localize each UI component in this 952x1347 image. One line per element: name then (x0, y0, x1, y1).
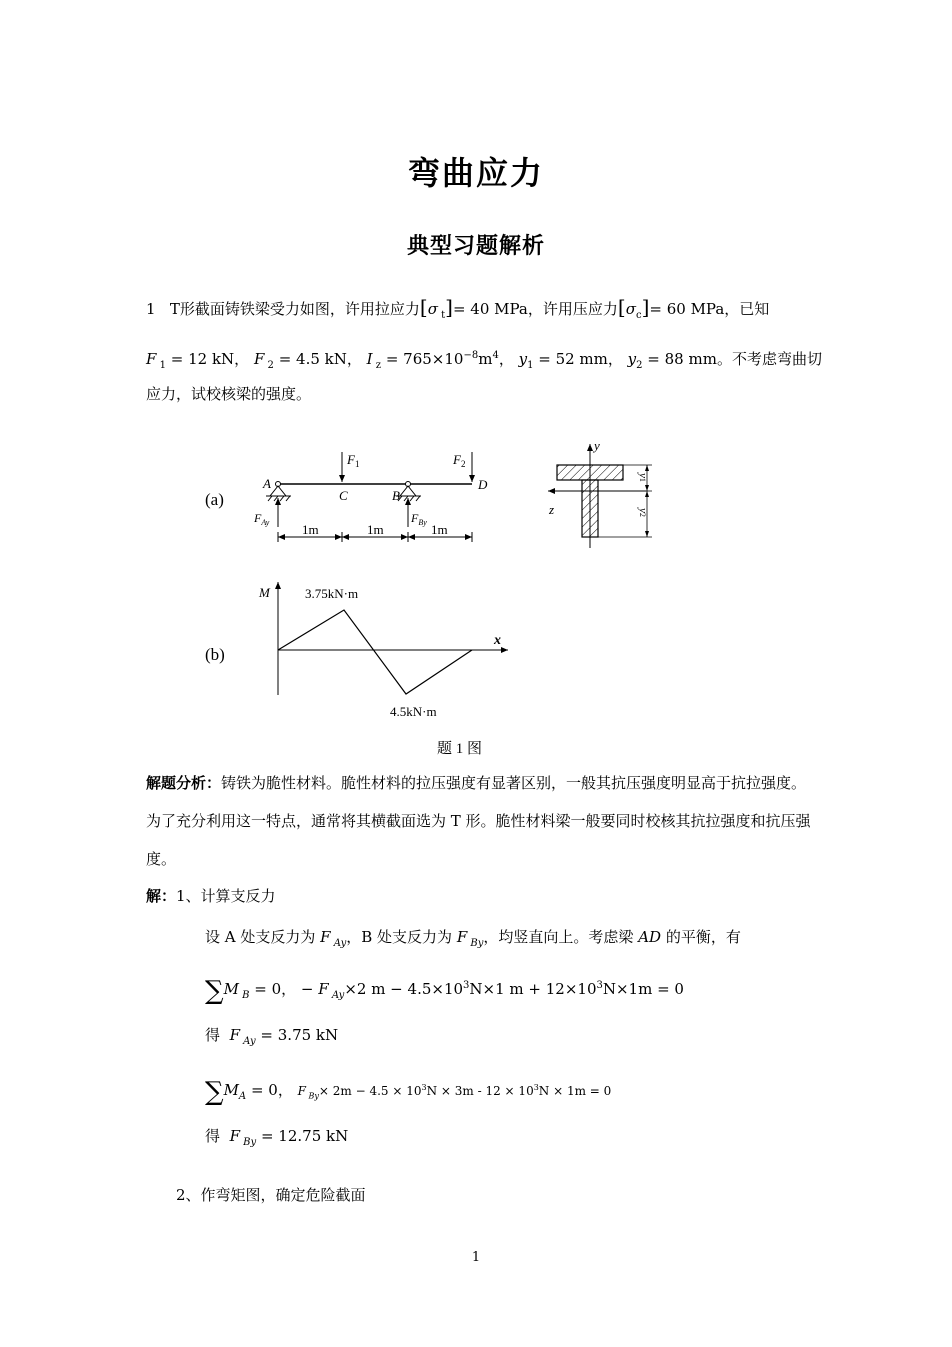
sigma-c-value: = 60 MPa (649, 300, 725, 318)
solution-step-2: 2、作弯矩图，确定危险截面 (176, 1186, 366, 1204)
F1-value: = 12 kN， (170, 350, 250, 368)
section-y1-label: y1 (637, 473, 649, 482)
t-section (548, 444, 652, 548)
figure-label-a: (a) (205, 490, 224, 509)
solution-step-1: 1、计算支反力 (176, 887, 276, 905)
figure-caption: 题 1 图 (437, 741, 483, 757)
sigma-t-value: = 40 MPa (452, 300, 528, 318)
problem-line-1: 1 T形截面铸铁梁受力如图，许用拉应力[σ $_t$]= 40 MPa，许用压应力$[\sigma_c]= 60$ MPa，已知 (146, 295, 770, 321)
solution-head: 解： (146, 887, 177, 905)
Iz-value: = 765×10 (385, 350, 464, 368)
page-number: 1 (471, 1250, 481, 1265)
equation-MA: $\sum M_A = 0$， F $_{By}\times 2m - 4.5 \times 10^3N \times 3m - 12 \times 10^3N \times 1m = 0$ (205, 1077, 612, 1107)
moment-M-label: M (259, 585, 270, 600)
equation-MB: ∑M $_B$ = 0， − F $_{Ay}$×2 $m - 4.5\times 10^3N\times 1$ $m + 12\times 10^3N\times 1m = 0$ (205, 976, 684, 1006)
dim-label-3: 1m (431, 522, 448, 537)
point-D: D (478, 477, 488, 492)
page-title: 弯曲应力 (407, 154, 544, 192)
FBy-label: $F_{By}$ (411, 511, 427, 527)
moment-x-label: x (494, 633, 501, 648)
F1-label: $F_1$ (347, 452, 360, 469)
figure (0, 430, 952, 765)
dim-label-1: 1m (302, 522, 319, 537)
figure-label-b: (b) (205, 645, 225, 664)
y1-value: = 52 mm， (538, 350, 623, 368)
y2-value: = 88 mm (647, 350, 717, 368)
problem-line-2: F $_1$ = 12 kN， F $_2$ = 4.5 kN， I $_z = 765\times 10^{-8}m^4$， $y_1 = 52$ mm， $y_2 = 88$ mm。不考虑弯曲切 (146, 350, 822, 371)
reaction-description: 设 A 处支反力为 F $_{Ay}$，B 处支反力为 F $_{By}$，均竖直向上。考虑梁 AD 的平衡，有 (205, 928, 741, 949)
point-B: B (392, 488, 400, 503)
point-C: C (339, 488, 348, 503)
result-FAy: 得 F $_{Ay}$ = 3.75 kN (205, 1026, 339, 1047)
page-subtitle: 典型习题解析 (406, 234, 545, 259)
moment-max-label: 3.75kN·m (305, 586, 359, 601)
analysis-paragraph (146, 764, 811, 878)
section-y2-label: y2 (637, 508, 649, 517)
point-A: A (263, 476, 271, 491)
problem-number: 1 (146, 300, 156, 318)
moment-min-label: 4.5kN·m (390, 704, 437, 719)
problem-text-1: T形截面铸铁梁受力如图，许用拉应力 (169, 300, 420, 318)
FAy-label: $F_{Ay}$ (254, 511, 270, 527)
F2-label: $F_2$ (453, 452, 466, 469)
analysis-head: 解题分析： (146, 774, 222, 792)
problem-line-3: 应力，试校核梁的强度。 (146, 385, 312, 403)
solution-head-line (146, 886, 276, 906)
moment-curve (278, 610, 472, 694)
F2-value: = 4.5 kN， (278, 350, 362, 368)
dim-label-2: 1m (367, 522, 384, 537)
section-y-axis: y (594, 438, 600, 453)
section-z-axis: z (549, 502, 555, 517)
analysis-text: 铸铁为脆性材料。脆性材料的拉压强度有显著区别，一般其抗压强度明显高于抗拉强度。为了充分利用这一特点，通常将其横截面选为 T 形。脆性材料梁一般要同时校核其抗拉强度和抗压强度。 (146, 774, 811, 868)
result-FBy: 得 F $_{By}$ = 12.75 kN (205, 1127, 349, 1148)
